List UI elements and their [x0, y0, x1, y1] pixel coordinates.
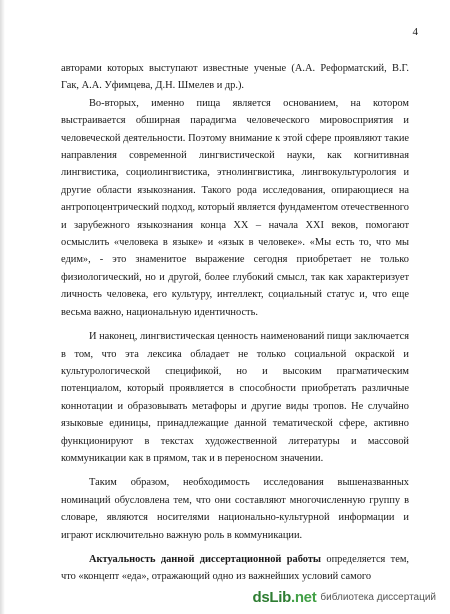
paragraph-secondly: Во-вторых, именно пища является основанием, на котором выстраивается обширная парадигма человеческого мировосприятия и человеческой деятельности. Поэтому внимание к этой сфере проявляют такие направления современной лингвистической науки, как когнитивная лингвистика, социолингвистика, этнолингвистика, лингвокультурология и другие области языкознания. Такого рода исследования, опирающиеся на антропоцентрический подход, который является фундаментом отечественного и зарубежного языкознания конца XX – начала XXI веков, помогают осмыслить «человека в языке» и «язык в человеке». «Мы есть то, что мы едим», - это знаменитое выражение сегодня приобретает не только физиологический, но и другой, более глубокий смысл, так как характеризует личность человека, его культуру, интеллект, социальный статус и, что еще весьма важно, национальную идентичность.: [61, 97, 409, 318]
relevance-heading: Актуальность данной диссертационной работы: [89, 553, 322, 565]
document-body: [61, 60, 409, 586]
watermark-caption: библиотека диссертаций: [320, 592, 436, 603]
relevance-text: определяется тем, что «концепт «еда», отражающий одно из важнейших условий самого: [61, 553, 410, 583]
scan-edge-shadow: [0, 0, 5, 614]
paragraph-finally: И наконец, лингвистическая ценность наименований пищи заключается в том, что эта лексика обладает не только социальной окраской и культурологической спецификой, но и высоким прагматическим потенциалом, который проявляется в способности приобретать различные коннотации и образовывать метафоры и другие виды тропов. Не случайно языковые единицы, принадлежащие данной тематической сфере, активно функционируют в текстах художественной литературы и массовой коммуникации как в прямом, так и в переносном значении.: [61, 331, 409, 464]
dslib-watermark: [248, 587, 440, 608]
paragraph-thus: Таким образом, необходимость исследования вышеназванных номинаций обусловлена тем, что они составляют многочисленную группу в словаре, являются носителями национально-культурной информации и играют исключительно важную роль в коммуникации.: [61, 477, 409, 541]
dslib-logo: dsLib.net: [252, 589, 317, 606]
paragraph-authors: авторами которых выступают известные ученые (А.А. Реформатский, В.Г. Гак, А.А. Уфимцева, Д.Н. Шмелев и др.).: [61, 63, 409, 92]
paragraph-relevance: [61, 551, 409, 586]
page-number: 4: [412, 26, 418, 38]
